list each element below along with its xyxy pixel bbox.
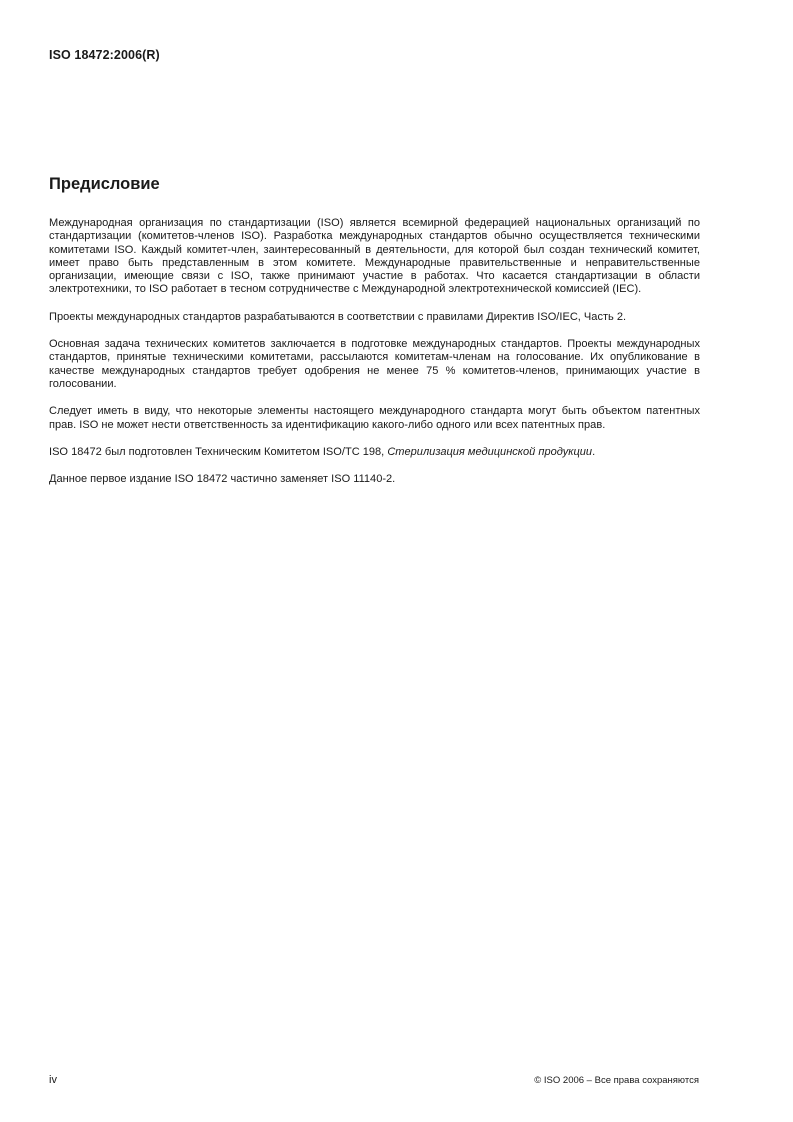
prepared-by-end: . <box>592 445 596 458</box>
paragraph-patent-rights: Следует иметь в виду, что некоторые элементы настоящего международного стандарта могут быть объектом патентных прав. ISO не может нести ответственность за идентификацию какого-либо одного или всех патентных прав. <box>49 405 700 431</box>
page-title: Предисловие <box>49 175 160 193</box>
paragraph-drafting-rules: Проекты международных стандартов разрабатываются в соответствии с правилами Директив ISO/IEC, Часть 2. <box>49 310 627 323</box>
document-code: ISO 18472:2006(R) <box>49 48 160 62</box>
prepared-by-text: ISO 18472 был подготовлен Техническим Комитетом ISO/TC 198, <box>49 445 388 458</box>
paragraph-iso-organization: Международная организация по стандартизации (ISO) является всемирной федерацией национальных организаций по стандартизации (комитетов-членов ISO). Разработка международных стандартов обычно осуществляется техническими комитетами ISO. Каждый комитет-член, заинтересованный в деятельности, для которой был создан технический комитет, имеет право быть представленным в этом комитете. Международные правительственные и неправительственные организации, имеющие связи с ISO, также принимают участие в работах. Что касается стандартизации в области электротехники, то ISO работает в тесном сотрудничестве с Международной электротехнической комиссией (IEC). <box>49 217 700 296</box>
page-number: iv <box>49 1074 57 1086</box>
document-body <box>49 217 700 500</box>
committee-title-italic: Стерилизация медицинской продукции <box>387 445 593 458</box>
paragraph-prepared-by <box>49 446 700 459</box>
paragraph-committee-task: Основная задача технических комитетов заключается в подготовке международных стандартов. Проекты международных стандартов, принятые техническими комитетами, рассылаются комитетам-членам на голосование. Их опубликование в качестве международных стандартов требует одобрения не менее 75 % комитетов-членов, принимающих участие в голосовании. <box>49 338 700 390</box>
copyright-notice: © ISO 2006 – Все права сохраняются <box>534 1075 699 1086</box>
paragraph-edition: Данное первое издание ISO 18472 частично заменяет ISO 11140-2. <box>49 473 396 486</box>
